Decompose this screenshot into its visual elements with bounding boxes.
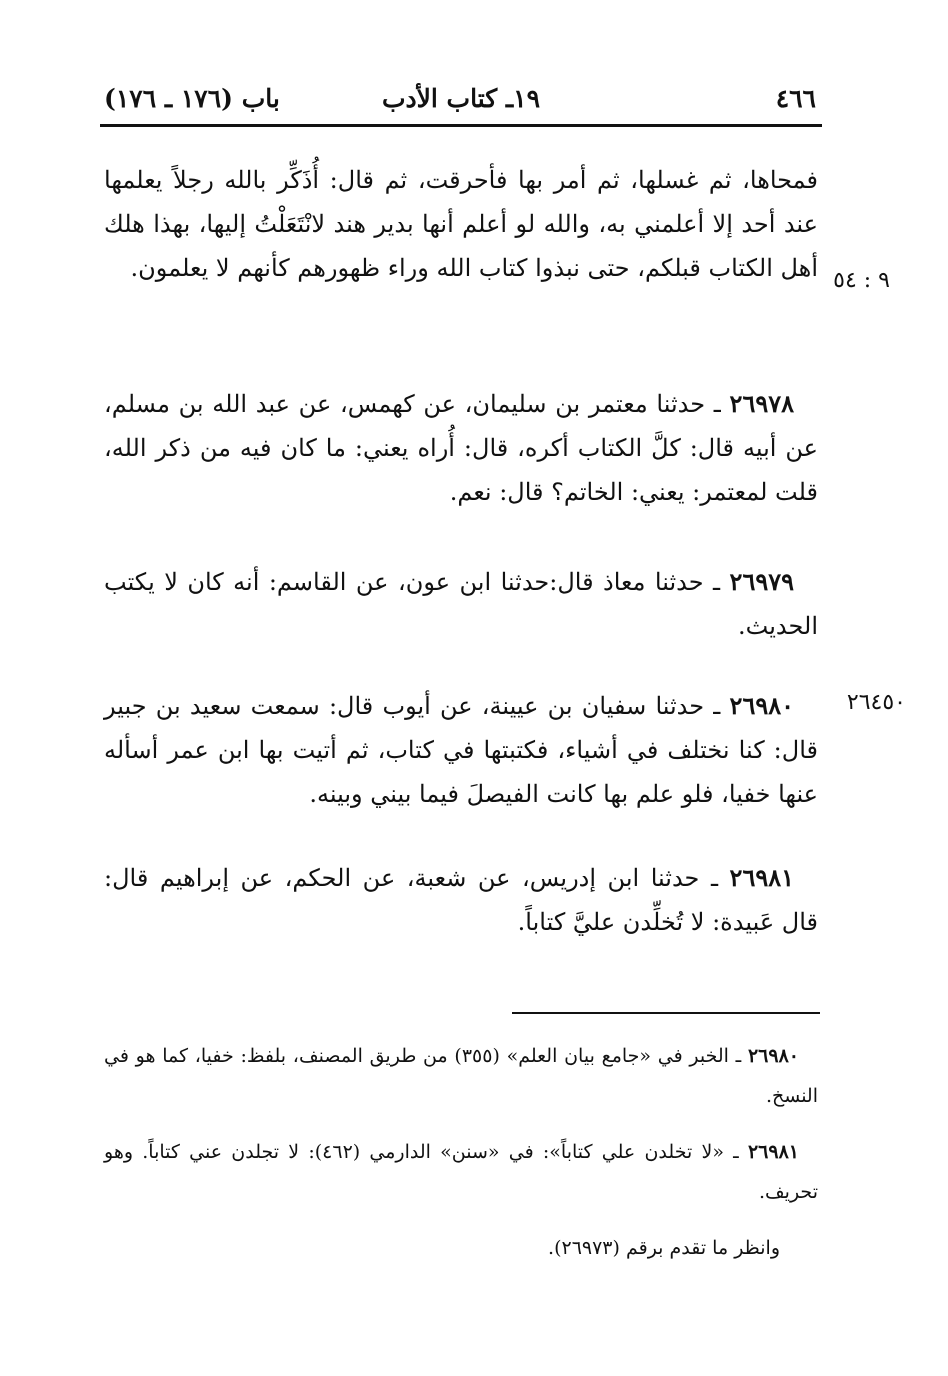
hadith-26981 xyxy=(104,856,818,944)
hadith-26979 xyxy=(104,560,818,648)
footnote-number: ٢٦٩٨١ xyxy=(747,1141,799,1163)
header-rule xyxy=(100,124,822,127)
hadith-26978 xyxy=(104,382,818,514)
hadith-paragraph xyxy=(104,684,818,816)
hadith-number: ٢٦٩٨٠ xyxy=(729,691,794,720)
footnote-see-also xyxy=(104,1228,818,1268)
hadith-text: ـ حدثنا ابن إدريس، عن شعبة، عن الحكم، عن إبراهيم قال: قال عَبيدة: لا تُخلِّدن عليَّ كتاباً. xyxy=(104,864,818,936)
footnote-26981 xyxy=(104,1132,818,1212)
footnote-text: وانظر ما تقدم برقم (٢٦٩٧٣). xyxy=(548,1237,780,1259)
footnote-paragraph xyxy=(104,1132,818,1212)
footnote-paragraph xyxy=(104,1228,818,1268)
paragraph-text: فمحاها، ثم غسلها، ثم أمر بها فأحرقت، ثم قال: أُذَكِّر بالله رجلاً يعلمها عند أحد إلا أعلمني به، والله لو أعلم أنها بدير هند لانْتَعَلْتُ إليها، بهذا هلك أهل الكتاب قبلكم، حتى نبذوا كتاب الله وراء ظهورهم كأنهم لا يعلمون. xyxy=(104,166,818,282)
hadith-text: ـ حدثنا معتمر بن سليمان، عن كهمس، عن عبد الله بن مسلم، عن أبيه قال: كلَّ الكتاب أكره، قال: أُراه يعني: ما كان فيه من ذكر الله، قلت لمعتمر: يعني: الخاتم؟ قال: نعم. xyxy=(104,390,818,506)
hadith-paragraph xyxy=(104,382,818,514)
hadith-26980 xyxy=(104,684,818,816)
footnote-26980 xyxy=(104,1036,818,1116)
running-header xyxy=(100,78,822,118)
paragraph-continued xyxy=(104,158,818,290)
page-number: ٤٦٦ xyxy=(775,84,816,113)
hadith-text: ـ حدثنا معاذ قال:حدثنا ابن عون، عن القاسم: أنه كان لا يكتب الحديث. xyxy=(104,568,818,640)
footnote-text: ـ الخبر في «جامع بيان العلم» (٣٥٥) من طريق المصنف، بلفظ: خفيا، كما هو في النسخ. xyxy=(104,1045,818,1107)
hadith-number: ٢٦٩٨١ xyxy=(729,863,794,892)
footnote-text: ـ «لا تخلدن علي كتاباً»: في «سنن» الدارمي (٤٦٢): لا تجلدن عني كتاباً. وهو تحريف. xyxy=(104,1141,818,1203)
book-title: ١٩ـ كتاب الأدب xyxy=(381,84,541,113)
margin-quran-reference: ٩ : ٥٤ xyxy=(833,268,890,293)
footnote-number: ٢٦٩٨٠ xyxy=(747,1045,799,1067)
hadith-paragraph xyxy=(104,560,818,648)
chapter-heading: باب (١٧٦ ـ ١٧٦) xyxy=(104,84,280,113)
hadith-number: ٢٦٩٧٨ xyxy=(729,389,794,418)
footnote-rule xyxy=(512,1012,820,1014)
margin-cross-reference: ٢٦٤٥٠ xyxy=(846,690,906,715)
hadith-number: ٢٦٩٧٩ xyxy=(729,567,794,596)
hadith-paragraph xyxy=(104,856,818,944)
footnote-paragraph xyxy=(104,1036,818,1116)
hadith-text: ـ حدثنا سفيان بن عيينة، عن أيوب قال: سمعت سعيد بن جبير قال: كنا نختلف في أشياء، فكتبتها في كتاب، ثم أتيت بها ابن عمر أسأله عنها خفيا، فلو علم بها كانت الفيصلَ فيما بيني وبينه. xyxy=(104,692,818,808)
